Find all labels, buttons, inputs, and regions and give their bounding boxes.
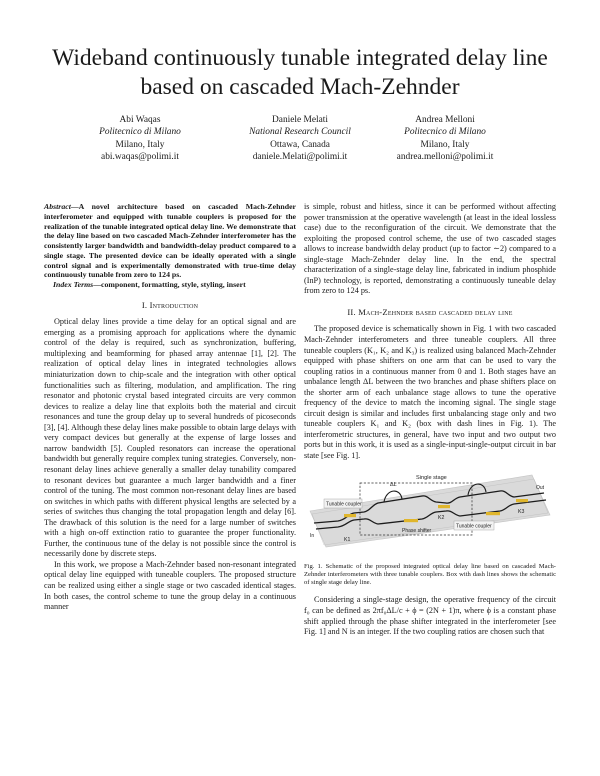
phase-shifter-k3 xyxy=(516,499,528,502)
section2-paragraph-1: The proposed device is schematically shown in Fig. 1 with two cascaded Mach-Zehnder interferometers and three tuneable couplers. All three tuneable couplers (K₁, K₂ and K₃) is realized using balanced Mach-Zehnder equipped with phase shifters on one arm that can be used to vary the coupling ratios in a continuous manner from 0 and 1. Both stages have an unbalance length ΔL between the two branches and phase shifters place on the shorter arm of each unbalance stage allows to tune the operative frequency of the device to match the incoming signal. The single stage circuit design is similar and includes first unbalancing stage only and two tuneable couplers K₁ and K₂ (box with dash lines in Fig. 1). The interferometric structures, in general, have two input and two output two ports but in this work, it is used as a single-input-single-output circuit in bar state [see Fig. 1]. xyxy=(304,324,556,461)
author-affiliation: Politecnico di Milano xyxy=(99,127,181,138)
title-line-2: based on cascaded Mach-Zehnder xyxy=(140,74,460,100)
section2-paragraph-2: Considering a single-stage design, the operative frequency of the circuit f₀ can be defined as 2πf₀ΔL/c + ϕ = (2N + 1)π, where ϕ is a constant phase shift applied through the phase shifter integrated in the interferometer [see Fig. 1] and N is an integer. If the two coupling ratios are chosen such that xyxy=(304,595,556,637)
author-affiliation: Politecnico di Milano xyxy=(404,127,486,138)
label-in: In xyxy=(310,532,315,539)
author-email[interactable]: andrea.melloni@polimi.it xyxy=(396,152,494,163)
label-k2: K2 xyxy=(438,514,445,521)
paper-title xyxy=(30,44,570,102)
label-k3: K3 xyxy=(518,508,525,515)
label-delta-l: ΔL xyxy=(390,481,397,488)
title-line-1: Wideband continuously tunable integrated delay line xyxy=(52,45,548,71)
phase-shifter-stage-2 xyxy=(486,512,500,515)
label-tunable-coupler: Tunable coupler xyxy=(326,501,362,508)
section-title: Mach-Zehnder based cascaded delay line xyxy=(358,306,513,317)
figure-caption: Fig. 1. Schematic of the proposed integrated optical delay line based on cascaded Mach-Zehnder interferometers with three tunable couplers. Box with dash lines shows the schematic of single stage delay line. xyxy=(304,562,556,587)
right-paragraph-1: is simple, robust and hitless, since it can be performed without affecting power transmission at the operative wavelength (at least in the ideal lossless case) due to the reconfiguration of the circuit. We demonstrate that the exploiting the proposed control scheme, the use of two cascaded stages allows to increase bandwidth delay product (up to factor ∼2) compared to a single-stage Mach-Zehnder delay line. In the end, the spectral characterization of a single-stage delay line, fabricated in indium phosphide (InP) technology, is reported, demonstrating a continuously tuneable delay from zero to 124 ps. xyxy=(304,202,556,296)
author-city: Milano, Italy xyxy=(115,139,165,150)
abstract xyxy=(44,202,296,280)
section-heading-introduction xyxy=(44,300,296,311)
left-column xyxy=(44,202,296,613)
author-email[interactable]: abi.waqas@polimi.it xyxy=(101,152,179,163)
author-city: Milano, Italy xyxy=(420,139,470,150)
intro-paragraph-1: Optical delay lines provide a time delay for an optical signal and are emerging as a promising approach for applications where the dynamic control of the delay is required, such as synchronization, buffering, multiplexing and beamforming for phased array antennae [1], [2]. The realization of optical delay lines in integrated technologies allows miniaturization down to chip-scale and the integration with other optical functionalities such as filtering, modulation, and amplification. The ring resonator and photonic crystal based integrated circuits are very common devices to realize a delay line that exploits both the material and circuit resonances and tune the group delay up to several hundreds of picoseconds [3], [4]. Although these delay lines make possible to obtain large delays with very compact devices but generally at the expense of large losses and narrow bandwidth [5]. Coupled resonators can increase the operational bandwidth but generally require complex tuning strategies. Conversely, non-resonant delay lines achieve generally a smaller delay tunability compared to resonant devices but guarantee a much larger bandwidth and a finer control of the tuning. The most common non-resonant delay lines are based on switches in which paths with different physical lengths are selected by a series of switches thus changing the total propagation length and delay [6]. The drawback of this solution is the need for a large number of switches with a high on-off extinction ratio to guarantee the proper functionality. Further, the continuous tune of the delay is not possible since the control is necessarily done by discrete steps. xyxy=(44,317,296,559)
figure-1 xyxy=(304,469,556,549)
abstract-label: Abstract xyxy=(44,202,71,211)
index-terms-text: —component, formatting, style, styling, insert xyxy=(93,280,246,289)
author-block-1 xyxy=(50,114,230,164)
section-title: Introduction xyxy=(149,299,199,310)
label-tunable-coupler-2: Tunable coupler xyxy=(456,523,492,530)
delay-line-schematic xyxy=(304,469,556,549)
right-column xyxy=(304,202,556,638)
label-single-stage: Single stage xyxy=(416,474,447,481)
abstract-text: —A novel architecture based on cascaded Mach-Zehnder interferometer and equipped with tunable couplers is proposed for the realization of the tunable integrated optical delay line. We demonstrate that the delay line based on two cascaded Mach-Zehnder interferometer has the consistently larger bandwidth and bandwidth-delay product compared to a single stage. The presented device can be ideally operated with a single control signal and is experimentally demonstrated with true-time delay continuously tunable from zero to 124 ps. xyxy=(44,202,296,280)
author-name: Andrea Melloni xyxy=(415,115,475,125)
index-terms xyxy=(44,280,296,290)
index-terms-label: Index Terms xyxy=(53,280,94,289)
section-number: I. xyxy=(141,299,150,310)
author-name: Abi Waqas xyxy=(119,115,161,125)
phase-shifter-stage-1 xyxy=(404,519,418,522)
label-phase-shifter: Phase shifter xyxy=(402,527,432,534)
author-affiliation: National Research Council xyxy=(249,127,351,138)
label-out: Out xyxy=(536,484,545,491)
phase-shifter-k1 xyxy=(344,514,356,517)
author-city: Ottawa, Canada xyxy=(270,139,330,150)
section-heading-mzi xyxy=(304,307,556,318)
author-email[interactable]: daniele.Melati@polimi.it xyxy=(252,152,348,163)
intro-paragraph-2: In this work, we propose a Mach-Zehnder based non-resonant integrated optical delay line equipped with tuneable couplers. The proposed structure can be realized using either a single stage or two cascaded identical stages. In both cases, the control scheme to tune the group delay in a continuous manner xyxy=(44,559,296,612)
section-number: II. xyxy=(347,306,359,317)
label-k1: K1 xyxy=(344,536,351,543)
author-name: Daniele Melati xyxy=(272,115,328,125)
author-block-3 xyxy=(355,114,535,164)
phase-shifter-k2 xyxy=(438,505,450,508)
